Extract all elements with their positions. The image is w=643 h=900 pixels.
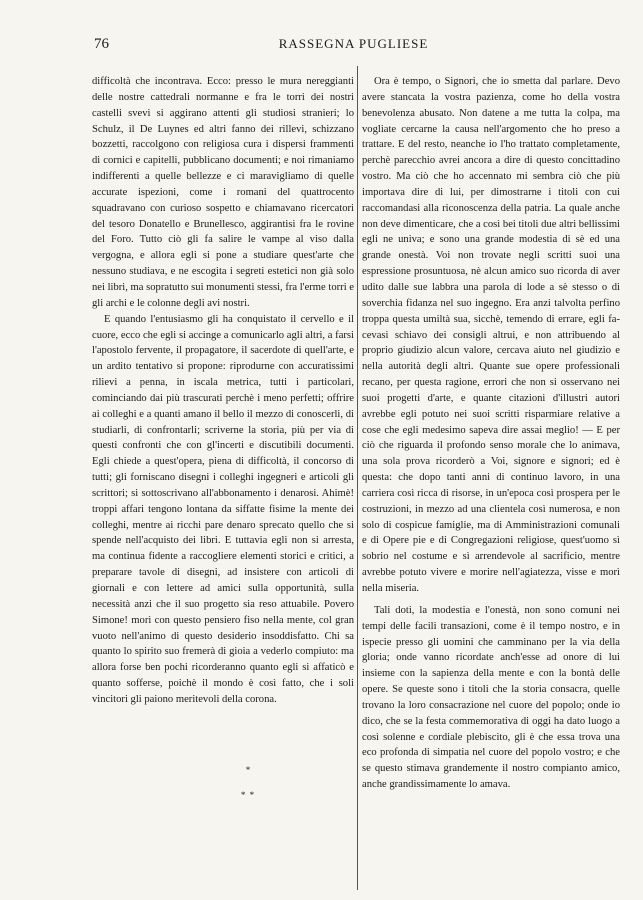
page-number: 76 <box>94 36 109 52</box>
journal-title: RASSEGNA PUGLIESE <box>278 36 429 51</box>
paragraph: Ora è tempo, o Signori, che io smetta dal parlare. Devo avere stancata la vostra pazienza, come ho della vostra benevolenza abusato. Non datene a me tutta la colpa, ma vogliate cercarne la causa nell'argomento che ho preso a trattare. E del resto, neanche io l'ho trattato completamente, perchè parecchio avrei ancora a dire di questo concittadino vostro. Ma ciò che ho accennato mi sembra ciò che più importava dire di lui, per dimostrarne i titoli con cui raccomandasi alla riconoscenza della patria. La quale anche non deve dimenticare, che a così bei titoli due altri bellissimi egli ne univa; e sono una grande modestia di sè ed una grande onestà. Voi non trovate negli scritti suoi una espressione prosuntuosa, nè alcun amico suo ricorda di aver udito dalle sue labbra una parola di lode a sè stesso o di soverchia fidanza nel suo ingegno. Era anzi talvolta perfino troppa questa umiltà sua, sicchè, temendo di errare, egli facevasi schiavo dei consigli altrui, e non attribuendo al proprio giudizio alcun valore, cercava aiuto nel giudizio e nella autorità degli altri. Quante sue opere professionali recano, per questa ragione, errori che non si osservano nei suoi progetti d'arte, e quante citazioni d'illustri autori avrebbe egli potuto nei suoi scritti risparmiare relative a cose che egli medesimo sapeva dire assai meglio! — E per ciò che riguarda il profondo senso morale che lo animava, una sola prova ricorderò a Voi, signore e signori; ed è questa: che dopo tanti anni di continuo lavoro, in una carriera così ricca di risorse, in un'epoca così prospera per le costruzioni, in mezzo ad una clientela così numerosa, e non solo di cospicue famiglie, ma di Amministrazioni comunali e di Opere pie e di Congregazioni religiose, quest'uomo sì sobrio nel costume e sì arrendevole al sacrificio, mentre avrebbe potuto vivere e morire nell'agiatezza, visse e morì nella miseria. <box>362 76 621 594</box>
right-column <box>362 74 620 793</box>
section-separator-bottom: * * <box>240 790 256 800</box>
left-column <box>92 74 354 708</box>
paragraph: E quando l'entusiasmo gli ha conquistato il cervello e il cuore, ecco che egli si accinge a comunicarlo agli altri, a farsi l'apostolo fervente, il propagatore, il sacerdote di quell'arte, e un ardito tentativo si propone: riprodurne con accuratissimi rilievi a penna, in iscala metrica, tutti i particolari, cominciando dai più trascurati perchè i meno perfetti; offrire ai colleghi e a quanti amano il bello il mezzo di conoscerli, di studiarli, di confrontarli; scriverne la storia, più per via di questi confronti che con gl'incerti e discutibili documenti. Egli chiede a quest'opera, piena di difficoltà, il concorso di tutti; gli forniscano disegni i colleghi ingegneri e articoli gli scrittori; si sottoscrivano all'abbonamento i denarosi. Ahimè! troppi affari tengono lontana da siffatte fisime la mente dei colleghi, mentre ai ricchi pare denaro sprecato quello che si spende nell'acquisto dei libri. E tuttavia egli non si arresta, ma continua fidente a raccogliere elementi storici e critici, a preparare tavole di disegni, ad insistere con articoli di giornali e con lettere ad amici sulla opportunità, sulla necessità anzi che il suo progetto sia reso attuabile. Povero Simone! morì con questo pensiero fiso nella mente, col gran vuoto nell'animo di questo desiderio insoddisfatto. Chi sa quanto lo spirito suo fremerà di gioia a vederlo compiuto: ma allora forse ben pochi ricorderanno quanto egli si affaticò e quanto sofferse, poichè il mondo è così fatto, che i soli vincitori gli paiono meritevoli della corona. <box>92 313 354 705</box>
paragraph: difficoltà che incontrava. Ecco: presso le mura nereggianti delle nostre cattedrali normanne e fra le torri dei nostri castelli svevi si aggirano attenti gli studiosi stranieri; lo Schulz, il De Luynes ed altri fanno dei rillevi, schizzano bozzetti, raccolgono con religiosa cura i dispersi frammenti di cornici e capitelli, pubblicano documenti; e noi rimaniamo indifferenti a quelle bellezze e ci maravigliamo di quelle accurate ispezioni, come i romani del quattrocento squadravano con curioso sospetto e chiamavano ricercatori del tesoro Donatello e Brunellesco, aggirantisi fra le rovine del Foro. Tutto ciò gli fa salire le vampe al viso dalla vergogna, e allora egli si pone a studiare quest'arte che nessuno studiava, e ne escogita i segreti estetici non già solo nei libri, ma sopratutto sui monumenti stessi, fra l'erme torri e gli archi e le colonne degli avi nostri. <box>92 76 354 309</box>
section-separator-top: * <box>245 765 251 775</box>
paragraph: Tali doti, la modestia e l'onestà, non sono comuni nei tempi delle facili transazioni, come è il tempo nostro, e in ispecie presso gli uomini che camminano per la via della gloria; onde vanno ricordate anch'esse ad onore di lui insieme con la sapienza della mente e con la bontà delle opere. Se queste sono i titoli che la storia consacra, quelle trovano la loro consacrazione nel cuore del popolo; onde io dico, che se la festa commemorativa di oggi ha dato luogo a così solenne e cordiale plebiscito, gli è che essa trova una eco profonda di simpatia nel cuore del popolo vostro; e che se questo stimava grandemente il nostro compianto amico, anche grandissimamente lo amava. <box>362 604 620 791</box>
running-header <box>94 36 613 56</box>
column-divider <box>357 66 358 890</box>
